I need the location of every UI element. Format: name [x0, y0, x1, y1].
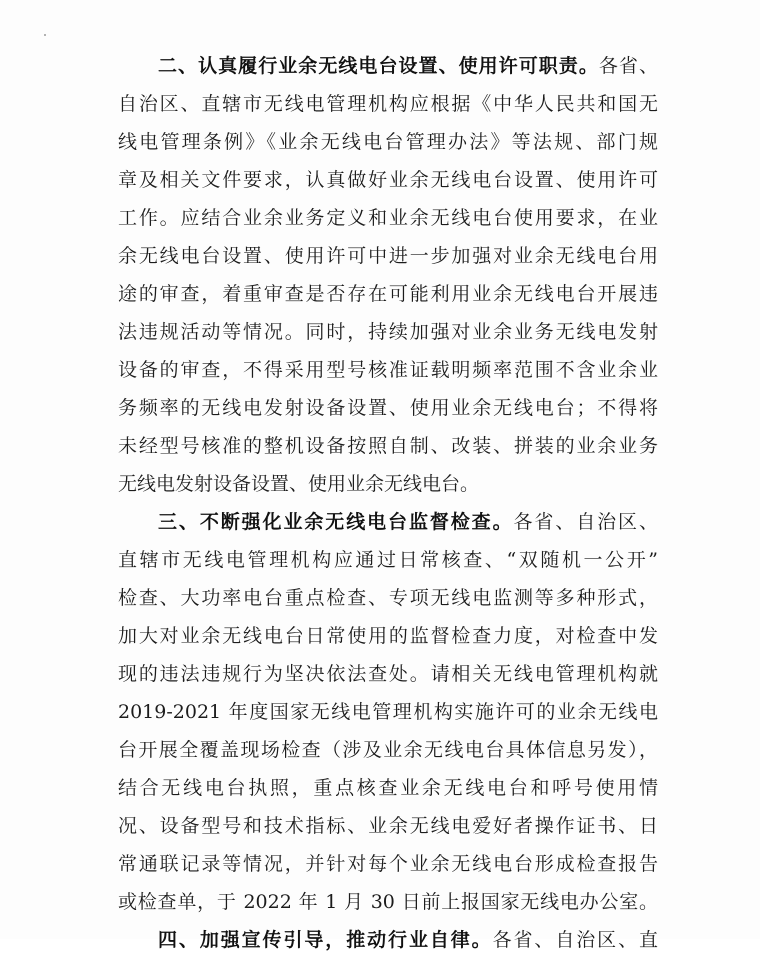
section2-line-6: 余无线电台设置、使用许可中进一步加强对业余无线电台用	[118, 245, 658, 267]
section3-line-9: 况、设备型号和技术指标、业余无线电爱好者操作证书、日	[118, 815, 658, 837]
section3-line-5: 现的违法违规行为坚决依法查处。请相关无线电管理机构就	[118, 663, 658, 685]
section4-heading: 四、加强宣传引导，推动行业自律。	[158, 929, 493, 951]
section2-line-1	[158, 47, 658, 85]
section2-line-7: 途的审查，着重审查是否存在可能利用业余无线电台开展违	[118, 283, 658, 305]
section3-line-1	[158, 503, 658, 541]
scan-speck	[44, 34, 46, 36]
section2-line-2: 自治区、直辖市无线电管理机构应根据《中华人民共和国无	[118, 93, 658, 115]
section2-line-12: 无线电发射设备设置、使用业余无线电台。	[118, 473, 480, 495]
section3-line-1-text: 各省、自治区、	[513, 511, 658, 533]
section2-line-3: 线电管理条例》《业余无线电台管理办法》等法规、部门规	[118, 131, 658, 153]
section2-line-9: 设备的审查，不得采用型号核准证载明频率范围不含业余业	[118, 359, 658, 381]
section2-line-4: 章及相关文件要求，认真做好业余无线电台设置、使用许可	[118, 169, 658, 191]
section3-line-8: 结合无线电台执照，重点核查业余无线电台和呼号使用情	[118, 777, 658, 799]
section3-line-6: 2019-2021 年度国家无线电管理机构实施许可的业余无线电	[118, 701, 658, 723]
section3-line-11: 或检查单，于 2022 年 1 月 30 日前上报国家无线电办公室。	[118, 891, 658, 913]
section3-line-4: 加大对业余无线电台日常使用的监督检查力度，对检查中发	[118, 625, 658, 647]
section3-line-2: 直辖市无线电管理机构应通过日常核查、“双随机一公开”	[118, 549, 658, 571]
section2-line-5: 工作。应结合业余业务定义和业余无线电台使用要求，在业	[118, 207, 658, 229]
section3-line-7: 台开展全覆盖现场检查（涉及业余无线电台具体信息另发），	[118, 739, 658, 761]
section3-line-10: 常通联记录等情况，并针对每个业余无线电台形成检查报告	[118, 853, 658, 875]
section2-line-11: 未经型号核准的整机设备按照自制、改装、拼装的业余业务	[118, 435, 658, 457]
section2-line-1-text: 各省、	[598, 55, 658, 77]
section2-line-8: 法违规活动等情况。同时，持续加强对业余业务无线电发射	[118, 321, 658, 343]
section4-line-1	[158, 921, 658, 959]
section3-line-3: 检查、大功率电台重点检查、专项无线电监测等多种形式，	[118, 587, 658, 609]
section3-heading: 三、不断强化业余无线电台监督检查。	[158, 511, 514, 533]
section4-line-1-text: 各省、自治区、直	[492, 929, 658, 951]
section2-line-10: 务频率的无线电发射设备设置、使用业余无线电台；不得将	[118, 397, 658, 419]
section2-heading: 二、认真履行业余无线电台设置、使用许可职责。	[158, 55, 599, 77]
